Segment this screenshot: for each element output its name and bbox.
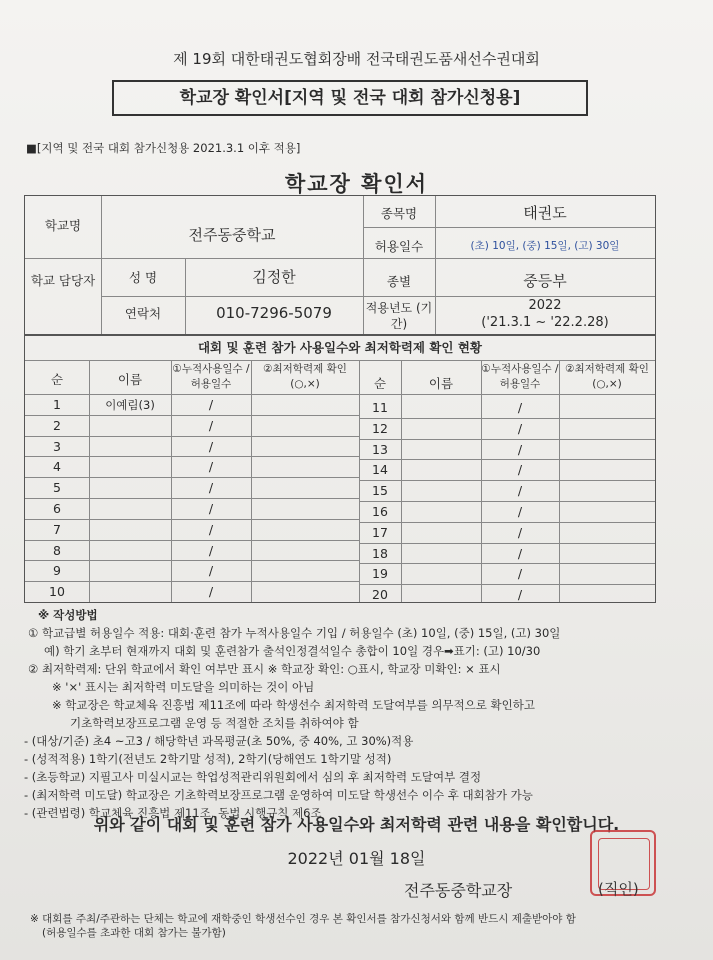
usage-table-title: 대회 및 훈련 참가 사용일수와 최저학력제 확인 현황 (197, 340, 483, 355)
contest-title: 제 19회 대한태권도협회장배 전국태권도품새선수권대회 (173, 50, 540, 68)
row-number: 8 (53, 542, 61, 558)
footnote-line-1: ※ 대회를 주최/주관하는 단체는 학교에 재학중인 학생선수인 경우 본 확인서를 참가신청서와 함께 반드시 제출받아야 함 (30, 913, 576, 925)
row-number: 13 (372, 441, 388, 457)
athlete-name: 이예림(3) (105, 398, 155, 412)
row-number: 15 (372, 483, 388, 499)
note-item: - (관련법령) 학교체육 진흥법 제11조, 동법 시행규칙 제6조 (24, 806, 322, 820)
days-used: / (517, 545, 523, 561)
year-label: 적용년도 (기간) (365, 301, 433, 331)
col-name-left: 이름 (117, 372, 143, 387)
row-number: 5 (53, 480, 61, 496)
col-acad-right: ②최저학력제 확인(○,×) (565, 363, 649, 390)
note-item: ② 최저학력제: 단위 학교에서 확인 여부만 표시 ※ 학교장 확인: ○표시, 학교장 미확인: × 표시 (28, 662, 501, 676)
category-label: 종별 (386, 274, 412, 289)
row-number: 17 (372, 524, 388, 540)
days-used: / (517, 420, 523, 436)
row-number: 7 (53, 521, 61, 537)
days-used: / (517, 524, 523, 540)
col-acad-left: ②최저학력제 확인(○,×) (263, 363, 347, 390)
note-item: ※ '×' 표시는 최저학력 미도달을 의미하는 것이 아님 (52, 680, 315, 694)
row-number: 11 (372, 400, 388, 415)
days-used: / (517, 566, 523, 582)
note-item: ※ 학교장은 학교체육 진흥법 제11조에 따라 학생선수 최저학력 도달여부를 의무적으로 확인하고 (52, 698, 535, 712)
row-number: 6 (53, 501, 61, 516)
col-name-right: 이름 (428, 376, 454, 391)
row-number: 1 (53, 397, 61, 412)
instructions-heading: ※ 작성방법 (38, 608, 98, 622)
note-item: - (초등학교) 지필고사 미실시교는 학업성적관리위원회에서 심의 후 최저학력 도달여부 결정 (24, 770, 482, 784)
row-number: 4 (53, 459, 61, 475)
allowed-days-label: 허용일수 (374, 239, 424, 254)
days-used: / (517, 462, 523, 478)
school-label: 학교명 (44, 218, 82, 233)
info-table (24, 195, 656, 335)
note-item: 예) 학기 초부터 현재까지 대회 및 훈련참가 출석인정결석일수 총합이 10일 경우➡표기: (고) 10/30 (44, 644, 541, 658)
col-no-left: 순 (50, 372, 64, 387)
name-label: 성 명 (128, 270, 158, 285)
days-used: / (208, 480, 214, 496)
row-number: 3 (53, 438, 61, 454)
school-value: 전주동중학교 (188, 226, 276, 244)
row-number: 12 (372, 420, 388, 436)
days-used: / (208, 542, 214, 558)
days-used: / (208, 521, 214, 537)
banner-title: 학교장 확인서[지역 및 전국 대회 참가신청용] (112, 80, 588, 116)
days-used: / (208, 501, 214, 516)
row-number: 18 (372, 545, 388, 561)
category-value: 중등부 (523, 272, 567, 290)
note-item: ① 학교급별 허용일수 적용: 대회·훈련 참가 누적사용일수 기입 / 허용일수 (초) 10일, (중) 15일, (고) 30일 (28, 626, 561, 640)
allowed-days-value: (초) 10일, (중) 15일, (고) 30일 (470, 240, 620, 252)
col-no-right: 순 (373, 376, 387, 391)
footnote-line-2: (허용일수를 초과한 대회 참가는 불가함) (42, 927, 226, 939)
col-days-right: ①누적사용일수 /허용일수 (481, 363, 559, 390)
row-number: 10 (49, 584, 65, 600)
days-used: / (517, 483, 523, 499)
applicability-note: ■[지역 및 전국 대회 참가신청용 2021.3.1 이후 적용] (26, 141, 301, 155)
form-title: 학교장 확인서 (284, 172, 429, 196)
row-number: 14 (372, 462, 388, 478)
issue-date: 2022년 01월 18일 (287, 849, 426, 868)
row-number: 20 (372, 587, 388, 603)
row-number: 9 (53, 563, 61, 579)
note-item: - (성적적용) 1학기(전년도 2학기말 성적), 2학기(당해연도 1학기말 성적) (24, 752, 392, 766)
footnote (30, 912, 690, 940)
principal-name: 전주동중학교장 (404, 881, 513, 900)
days-used: / (517, 400, 523, 415)
days-used: / (208, 397, 214, 412)
note-item: 기초학력보장프로그램 운영 등 적절한 조치를 취하여야 함 (70, 716, 359, 730)
contact-value: 010-7296-5079 (216, 304, 332, 322)
days-used: / (517, 587, 523, 603)
seal-label: (직인) (598, 880, 639, 898)
year-value: 2022 (528, 298, 562, 313)
contact-label: 연락처 (124, 306, 162, 321)
days-used: / (517, 504, 523, 519)
period-value: ('21.3.1 ~ '22.2.28) (481, 315, 609, 330)
event-label: 종목명 (380, 206, 418, 221)
days-used: / (208, 563, 214, 579)
row-number: 16 (372, 504, 388, 519)
days-used: / (517, 441, 523, 457)
event-value: 태권도 (523, 204, 567, 222)
row-number: 19 (372, 566, 388, 582)
name-value: 김정한 (252, 268, 296, 286)
days-used: / (208, 584, 214, 600)
usage-table (24, 335, 656, 603)
confirmation-statement: 위와 같이 대회 및 훈련 참가 사용일수와 최저학력 관련 내용을 확인합니다. (93, 815, 620, 834)
row-number: 2 (53, 417, 61, 433)
note-item: - (대상/기준) 초4 ~고3 / 해당학년 과목평균(초 50%, 중 40%, 고 30%)적용 (24, 734, 414, 748)
instructions (24, 606, 674, 822)
col-days-left: ①누적사용일수 /허용일수 (172, 363, 250, 390)
days-used: / (208, 438, 214, 454)
manager-label: 학교 담당자 (30, 273, 96, 288)
days-used: / (208, 459, 214, 475)
note-item: - (최저학력 미도달) 학교장은 기초학력보장프로그램 운영하여 미도달 학생선수 이수 후 대회참가 가능 (24, 788, 533, 802)
days-used: / (208, 417, 214, 433)
